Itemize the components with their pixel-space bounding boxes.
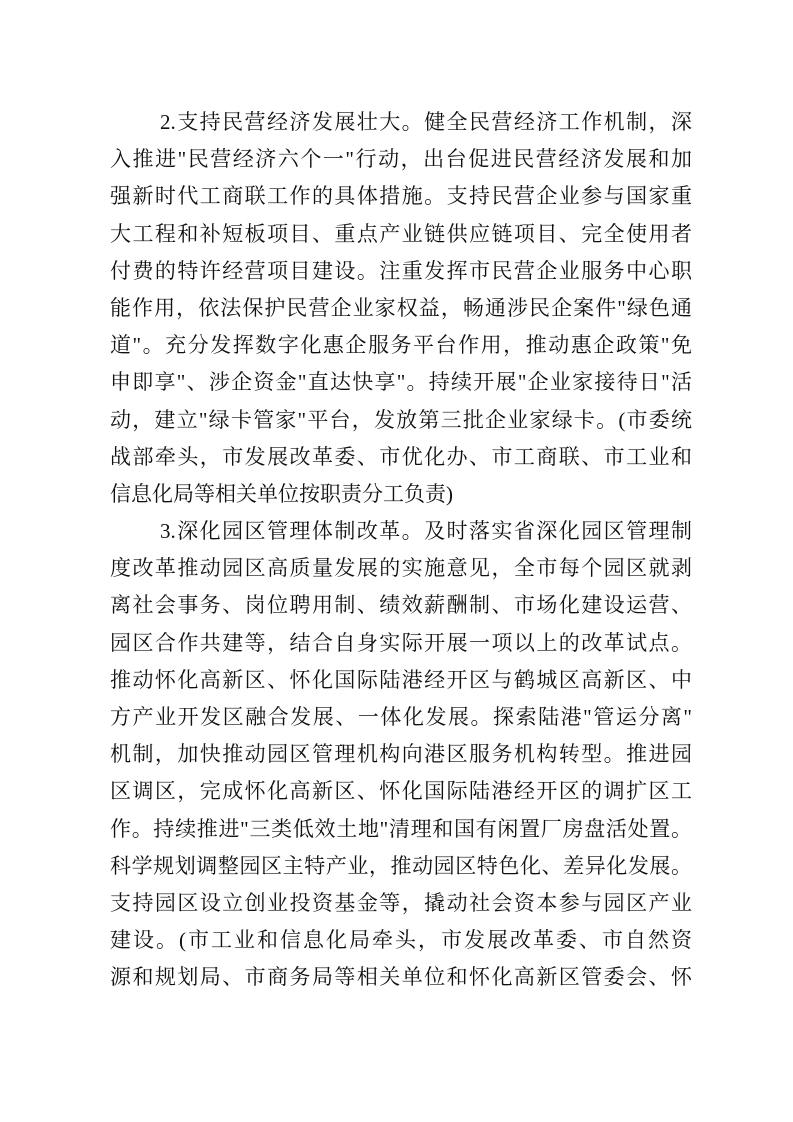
text-line: 度改革推动园区高质量发展的实施意见，全市每个园区就剥: [110, 556, 692, 581]
text-line: 方产业开发区融合发展、一体化发展。探索陆港"管运分离": [110, 705, 692, 729]
text-line: 作。持续推进"三类低效土地"清理和国有闲置厂房盘活处置。: [110, 816, 692, 841]
text-line: 建设。(市工业和信息化局牵头，市发展改革委、市自然资: [110, 928, 692, 953]
text-line: 3.深化园区管理体制改革。及时落实省深化园区管理制: [160, 519, 692, 544]
text-line: 科学规划调整园区主特产业，推动园区特色化、差异化发展。: [110, 853, 692, 878]
text-line: 推动怀化高新区、怀化国际陆港经开区与鹤城区高新区、中: [110, 667, 692, 692]
paragraph-park-management-reform: [110, 513, 692, 996]
text-line: 大工程和补短板项目、重点产业链供应链项目、完全使用者: [110, 221, 692, 246]
text-line: 机制，加快推动园区管理机构向港区服务机构转型。推进园: [110, 742, 692, 767]
text-line: 动，建立"绿卡管家"平台，发放第三批企业家绿卡。(市委统: [110, 407, 692, 432]
text-line: 付费的特许经营项目建设。注重发挥市民营企业服务中心职: [110, 258, 692, 283]
text-line: 离社会事务、岗位聘用制、绩效薪酬制、市场化建设运营、: [110, 593, 692, 618]
text-line: 支持园区设立创业投资基金等，撬动社会资本参与园区产业: [110, 890, 692, 915]
text-line: 能作用，依法保护民营企业家权益，畅通涉民企案件"绿色通: [110, 295, 692, 320]
document-text-block: [110, 104, 692, 997]
text-line: 战部牵头，市发展改革委、市优化办、市工商联、市工业和: [110, 444, 692, 469]
text-line: 申即享"、涉企资金"直达快享"。持续开展"企业家接待日"活: [110, 370, 692, 395]
text-line: 2.支持民营经济发展壮大。健全民营经济工作机制，深: [160, 110, 692, 134]
text-line: 入推进"民营经济六个一"行动，出台促进民营经济发展和加: [110, 147, 692, 172]
paragraph-support-private-economy: [110, 104, 692, 513]
text-line: 区调区，完成怀化高新区、怀化国际陆港经开区的调扩区工: [110, 779, 692, 804]
text-line: 园区合作共建等，结合自身实际开展一项以上的改革试点。: [110, 630, 692, 655]
text-line: 信息化局等相关单位按职责分工负责): [110, 481, 453, 506]
text-line: 道"。充分发挥数字化惠企服务平台作用，推动惠企政策"免: [110, 333, 692, 358]
text-line: 强新时代工商联工作的具体措施。支持民营企业参与国家重: [110, 184, 692, 209]
text-line: 源和规划局、市商务局等相关单位和怀化高新区管委会、怀: [110, 965, 692, 990]
